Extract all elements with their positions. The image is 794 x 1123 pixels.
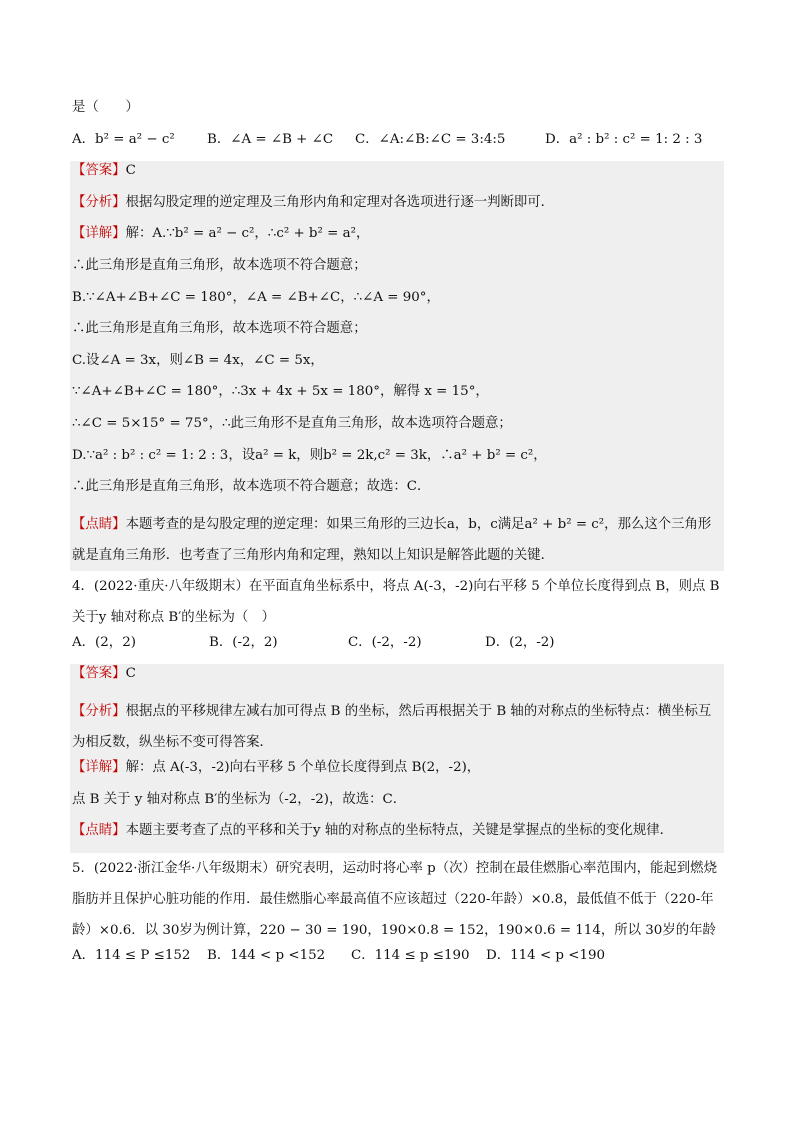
question-5-options: [72, 946, 724, 978]
detail-text: ∴此三角形是直角三角形，故本选项不符合题意；: [72, 321, 367, 337]
question-3-detail-1: [70, 224, 724, 256]
question-3-detail-2: [70, 256, 724, 288]
option-c: C．114 ≤ p ≤190: [351, 947, 470, 963]
detail-text: 点 B 关于 y 轴对称点 B′的坐标为（-2，-2)，故选：C．: [72, 791, 407, 807]
question-4-stem: [72, 571, 724, 633]
document-page: [72, 98, 724, 977]
question-3-detail-8: [70, 446, 724, 478]
question-3-stem-tail: [72, 98, 724, 130]
option-d: D．(2，-2): [485, 634, 555, 650]
analysis-tag: 【分析】: [72, 194, 126, 210]
option-b: B．∠A = ∠B + ∠C: [207, 131, 334, 147]
question-4-options: [72, 633, 724, 665]
question-4-answer: [70, 664, 724, 696]
question-5-stem: [72, 853, 724, 946]
question-3-detail-4: [70, 319, 724, 351]
detail-text: B.∵∠A+∠B+∠C = 180°，∠A = ∠B+∠C，∴∠A = 90°，: [72, 289, 440, 305]
question-4-detail-2: [70, 790, 724, 822]
analysis-tag: 【分析】: [72, 703, 126, 719]
text: 是（ ）: [72, 100, 139, 115]
option-c: C．(-2，-2): [348, 634, 422, 650]
answer-tag: 【答案】: [72, 666, 126, 682]
stem-text: 4．(2022·重庆·八年级期末）在平面直角坐标系中，将点 A(-3，-2)向右平移 5 个单位长度得到点 B，则点 B 关于y 轴对称点 B′的坐标为（ ）: [72, 578, 720, 625]
question-3-answer: [70, 161, 724, 193]
question-3-detail-6: [70, 382, 724, 414]
option-a: A．114 ≤ P ≤152: [72, 947, 191, 963]
detail-text: ∴此三角形是直角三角形，故本选项不符合题意；故选：C．: [72, 479, 431, 495]
detail-text: ∴∠C = 5×15° = 75°，∴此三角形不是直角三角形，故本选项符合题意；: [72, 415, 512, 431]
detail-text: C.设∠A = 3x，则∠B = 4x，∠C = 5x，: [72, 352, 324, 368]
comment-text: 本题主要考查了点的平移和关于y 轴的对称点的坐标特点，关键是掌握点的坐标的变化规律．: [125, 823, 674, 839]
option-d: D．114 < p <190: [486, 947, 606, 963]
question-3-comment: [70, 509, 724, 571]
analysis-text: 根据点的平移规律左减右加可得点 B 的坐标，然后再根据关于 B 轴的对称点的坐标特点：横坐标互为相反数，纵坐标不变可得答案．: [72, 703, 712, 750]
question-3-options: [72, 130, 724, 162]
question-3-detail-9: [70, 477, 724, 509]
option-b: B．(-2，2): [209, 634, 278, 650]
question-3-detail-5: [70, 351, 724, 383]
answer-value: C: [125, 163, 136, 179]
question-4-analysis: [70, 696, 724, 758]
option-a: A．(2，2): [72, 634, 136, 650]
question-3-detail-3: [70, 288, 724, 320]
comment-text: 本题考查的是勾股定理的逆定理：如果三角形的三边长a，b，c满足a² + b² = c²，那么这个三角形就是直角三角形．也考查了三角形内角和定理，熟知以上知识是解答此题的关键．: [72, 516, 712, 563]
detail-text: 解：点 A(-3，-2)向右平移 5 个单位长度得到点 B(2，-2)，: [125, 759, 481, 775]
comment-tag: 【点睛】: [72, 516, 126, 532]
question-3-analysis: [70, 193, 724, 225]
option-c: C．∠A:∠B:∠C = 3:4:5: [355, 131, 506, 147]
answer-value: C: [125, 666, 136, 682]
question-4-detail-1: [70, 758, 724, 790]
detail-tag: 【详解】: [72, 759, 126, 775]
analysis-text: 根据勾股定理的逆定理及三角形内角和定理对各选项进行逐一判断即可．: [125, 194, 555, 210]
question-4-comment: [70, 821, 724, 853]
answer-tag: 【答案】: [72, 163, 126, 179]
detail-text: 解：A.∵b² = a² − c²，∴c² + b² = a²，: [125, 226, 370, 242]
option-a: A．b² = a² − c²: [72, 131, 175, 147]
detail-tag: 【详解】: [72, 226, 126, 242]
detail-text: ∵∠A+∠B+∠C = 180°，∴3x + 4x + 5x = 180°，解得 x = 15°，: [72, 384, 489, 400]
option-d: D．a² : b² : c² = 1: 2 : 3: [545, 131, 703, 147]
detail-text: D.∵a² : b² : c² = 1: 2 : 3，设a² = k，则b² = 2k,c² = 3k，∴a² + b² = c²，: [72, 447, 547, 463]
question-3-detail-7: [70, 414, 724, 446]
comment-tag: 【点睛】: [72, 823, 126, 839]
option-b: B．144 < p <152: [207, 947, 326, 963]
detail-text: ∴此三角形是直角三角形，故本选项不符合题意；: [72, 257, 367, 273]
stem-text: 5．(2022·浙江金华·八年级期末）研究表明，运动时将心率 p（次）控制在最佳燃脂心率范围内，能起到燃烧脂肪并且保护心脏功能的作用．最佳燃脂心率最高值不应该超过（220-年龄）×0.8，最低值不低于（220-年龄）×0.6．以 30岁为例计算，220 − 30 = 190，190×0.8 = 152，190×0.6 = 114，所以 30岁的年龄: [72, 860, 717, 938]
